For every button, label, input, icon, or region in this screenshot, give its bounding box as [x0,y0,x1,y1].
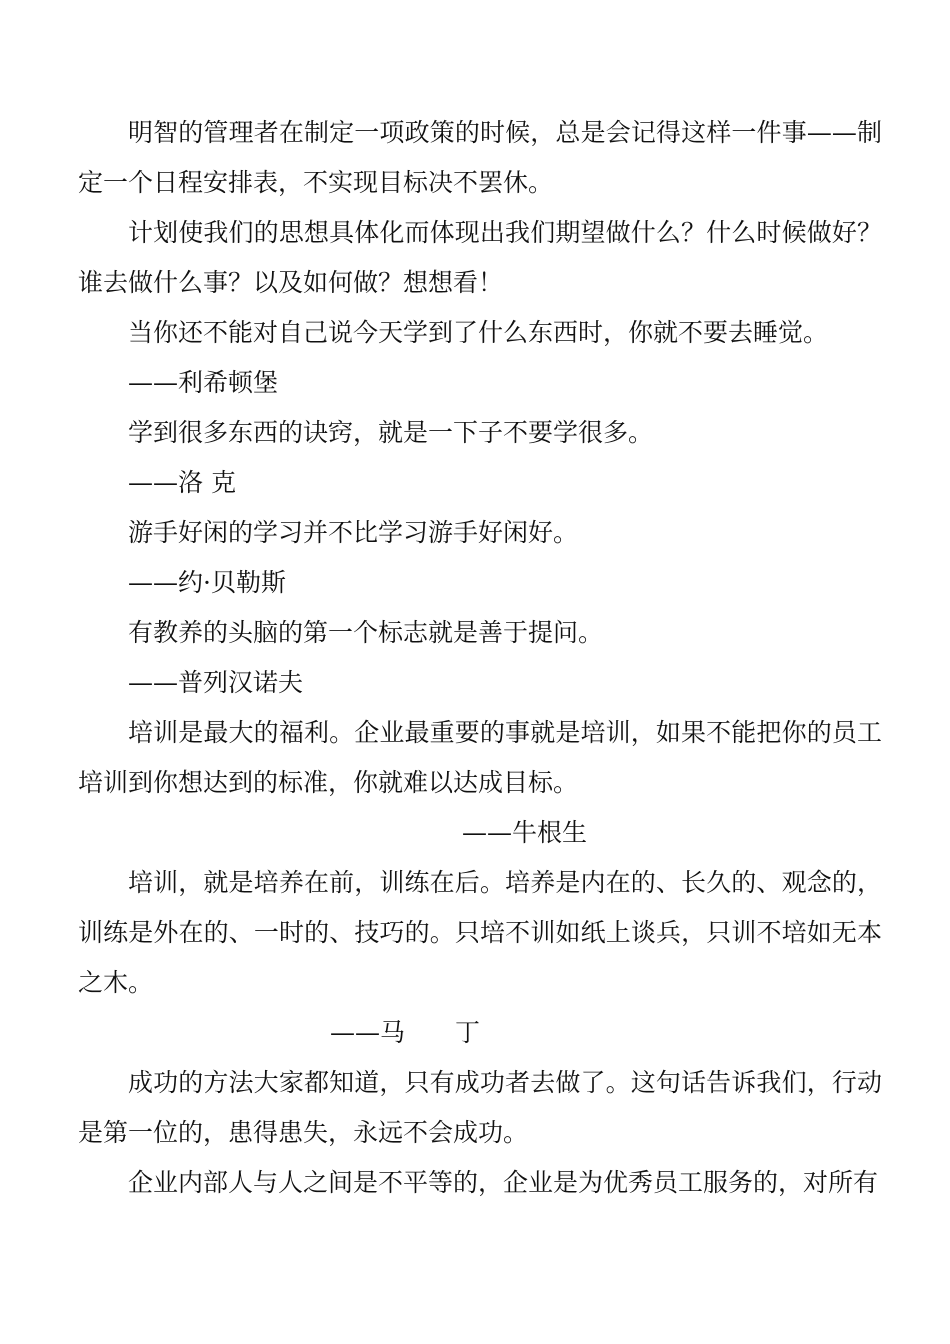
attribution-martin: ——马 丁 [330,1018,481,1047]
quote-locke: 学到很多东西的诀窍，就是一下子不要学很多。 [128,418,654,447]
quote-plekhanov: 有教养的头脑的第一个标志就是善于提问。 [128,618,604,647]
paragraph-policy-schedule: 明智的管理者在制定一项政策的时候，总是会记得这样一件事——制定一个日程安排表，不实现目标决不罢休。 [78,118,882,197]
quote-bellers: 游手好闲的学习并不比学习游手好闲好。 [128,518,579,547]
attribution-lichtenberg: ——利希顿堡 [128,368,279,397]
attribution-plekhanov: ——普列汉诺夫 [128,668,304,697]
quote-martin: 培训，就是培养在前，训练在后。培养是内在的、长久的、观念的，训练是外在的、一时的、技巧的。只培不训如纸上谈兵，只训不培如无本之木。 [78,868,882,997]
quote-lichtenberg: 当你还不能对自己说今天学到了什么东西时，你就不要去睡觉。 [128,318,829,347]
document-page [78,108,882,1208]
attribution-locke: ——洛 克 [128,468,236,497]
paragraph-planning: 计划使我们的思想具体化而体现出我们期望做什么？什么时候做好？谁去做什么事？以及如何做？想想看！ [78,218,882,297]
attribution-bellers: ——约·贝勒斯 [128,568,286,597]
paragraph-success-action: 成功的方法大家都知道，只有成功者去做了。这句话告诉我们，行动是第一位的，患得患失，永远不会成功。 [78,1068,882,1147]
attribution-niu-gensheng: ——牛根生 [462,818,588,847]
paragraph-inequality: 企业内部人与人之间是不平等的，企业是为优秀员工服务的，对所有 [128,1168,879,1197]
quote-niu-gensheng: 培训是最大的福利。企业最重要的事就是培训，如果不能把你的员工培训到你想达到的标准，你就难以达成目标。 [78,718,882,797]
